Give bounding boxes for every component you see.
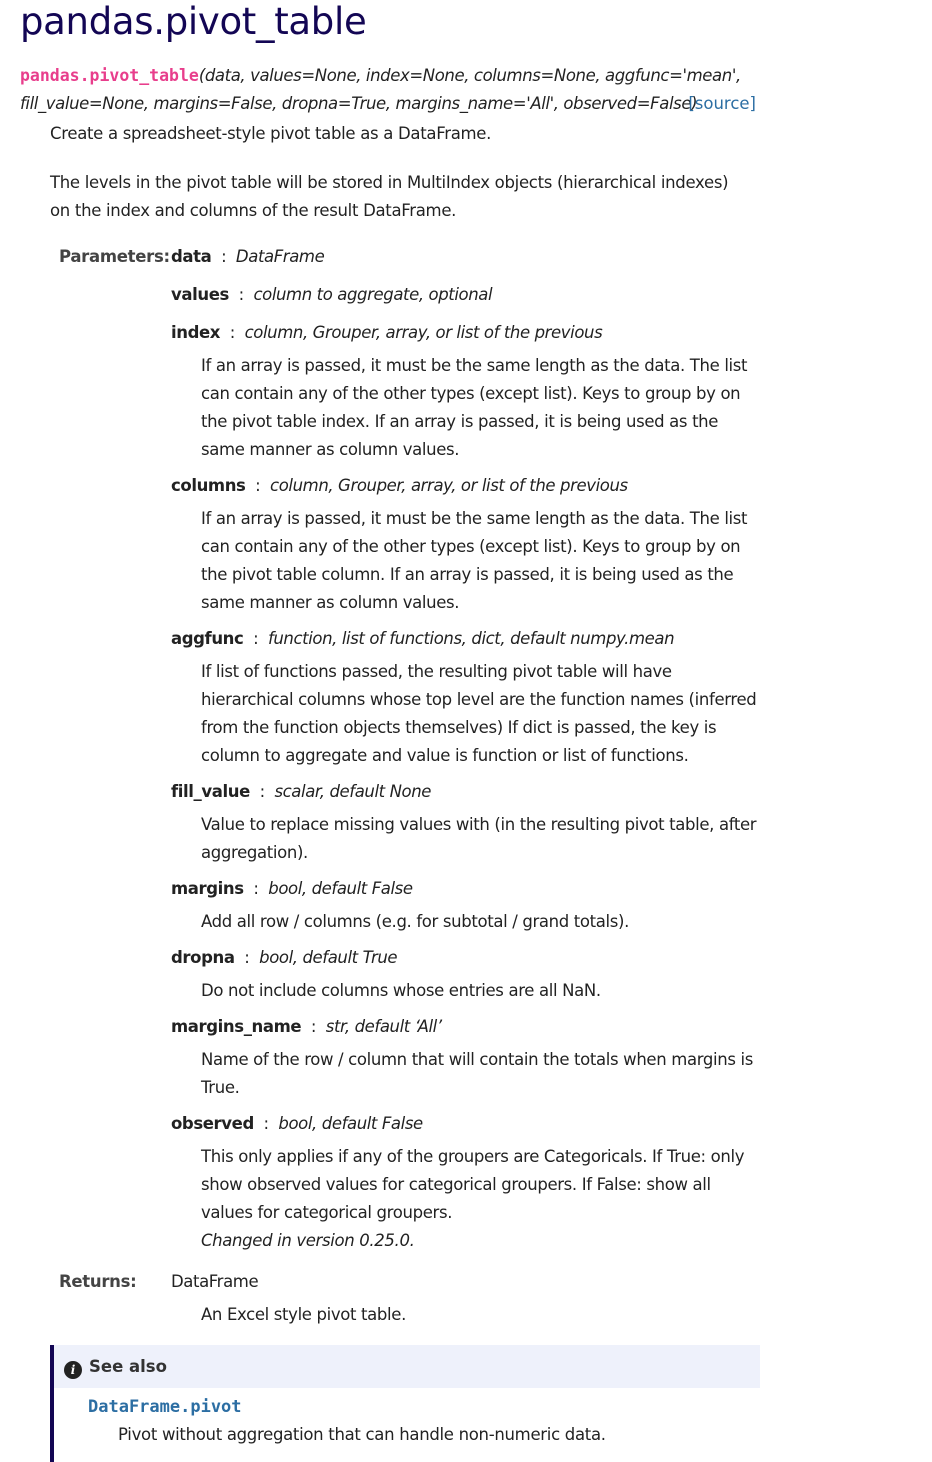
param-name: fill_value bbox=[171, 782, 250, 801]
param-type: bool, default True bbox=[259, 948, 398, 967]
version-changed-note: Changed in version 0.25.0. bbox=[201, 1231, 415, 1250]
param-name: index bbox=[171, 323, 221, 342]
source-link[interactable]: [source] bbox=[688, 94, 756, 113]
param-name: values bbox=[171, 285, 229, 304]
returns-description: An Excel style pivot table. bbox=[201, 1305, 406, 1324]
param-type: DataFrame bbox=[235, 247, 325, 266]
param-name: aggfunc bbox=[171, 629, 244, 648]
param-margins: margins : bool, default False bbox=[171, 879, 413, 898]
param-description: Add all row / columns (e.g. for subtotal / grand totals). bbox=[201, 912, 629, 931]
param-margins-name: margins_name : str, default ‘All’ bbox=[171, 1017, 442, 1036]
extended-summary-text: The levels in the pivot table will be stored in MultiIndex objects (hierarchical indexes) on the index and columns of the result DataFrame. bbox=[50, 173, 729, 220]
param-observed: observed : bool, default False bbox=[171, 1114, 423, 1133]
param-fill-value: fill_value : scalar, default None bbox=[171, 782, 432, 801]
param-description: This only applies if any of the groupers are Categoricals. If True: only show observed values for categorical groupers. If False: show all values for categorical groupers. bbox=[201, 1147, 745, 1222]
param-values: values : column to aggregate, optional bbox=[171, 285, 493, 304]
param-name: columns bbox=[171, 476, 246, 495]
see-also-admonition bbox=[50, 1345, 760, 1462]
see-also-title: See also bbox=[89, 1357, 167, 1376]
summary-text: Create a spreadsheet-style pivot table as a DataFrame. bbox=[50, 124, 492, 143]
param-type: str, default ‘All’ bbox=[325, 1017, 442, 1036]
info-icon: i bbox=[64, 1361, 82, 1379]
param-description: Do not include columns whose entries are all NaN. bbox=[201, 981, 601, 1000]
signature-params-line2: fill_value=None, margins=False, dropna=True, margins_name='All', observed=False) bbox=[20, 94, 698, 113]
see-also-link[interactable]: DataFrame.pivot bbox=[88, 1397, 242, 1417]
param-description: If an array is passed, it must be the same length as the data. The list can contain any of the other types (except list). Keys to group by on the pivot table index. If an array is passed, it is being used as the same manner as column values. bbox=[201, 356, 748, 459]
param-name: margins bbox=[171, 879, 244, 898]
param-aggfunc: aggfunc : function, list of functions, dict, default numpy.mean bbox=[171, 629, 675, 648]
param-type: bool, default False bbox=[268, 879, 413, 898]
param-description: Value to replace missing values with (in the resulting pivot table, after aggregation). bbox=[201, 815, 757, 862]
param-type: column to aggregate, optional bbox=[253, 285, 493, 304]
parameters-label: Parameters: bbox=[59, 247, 170, 266]
function-name: pandas.pivot_table bbox=[20, 66, 199, 85]
param-name: dropna bbox=[171, 948, 235, 967]
param-type: column, Grouper, array, or list of the previous bbox=[270, 476, 628, 495]
param-index: index : column, Grouper, array, or list of the previous bbox=[171, 323, 603, 342]
param-name: margins_name bbox=[171, 1017, 302, 1036]
see-also-header bbox=[54, 1345, 760, 1388]
signature-params-line1: (data, values=None, index=None, columns=None, aggfunc='mean', bbox=[198, 66, 741, 85]
page-title: pandas.pivot_table bbox=[20, 0, 367, 43]
param-type: bool, default False bbox=[278, 1114, 423, 1133]
param-description: If an array is passed, it must be the same length as the data. The list can contain any of the other types (except list). Keys to group by on the pivot table column. If an array is passed, it is being used as the same manner as column values. bbox=[201, 509, 748, 612]
param-columns: columns : column, Grouper, array, or list of the previous bbox=[171, 476, 628, 495]
function-signature bbox=[20, 62, 760, 118]
param-type: scalar, default None bbox=[274, 782, 432, 801]
returns-type: DataFrame bbox=[171, 1272, 259, 1291]
param-description: Name of the row / column that will contain the totals when margins is True. bbox=[201, 1050, 753, 1097]
param-type: column, Grouper, array, or list of the previous bbox=[244, 323, 603, 342]
returns-label: Returns: bbox=[59, 1272, 137, 1291]
param-data: data : DataFrame bbox=[171, 247, 325, 266]
param-description: If list of functions passed, the resulting pivot table will have hierarchical columns whose top level are the function names (inferred from the function objects themselves) If dict is passed, the key is column to aggregate and value is function or list of functions. bbox=[201, 662, 757, 765]
param-type: function, list of functions, dict, default numpy.mean bbox=[267, 629, 675, 648]
param-name: observed bbox=[171, 1114, 254, 1133]
param-dropna: dropna : bool, default True bbox=[171, 948, 398, 967]
param-name: data bbox=[171, 247, 212, 266]
see-also-description: Pivot without aggregation that can handle non-numeric data. bbox=[118, 1425, 606, 1444]
